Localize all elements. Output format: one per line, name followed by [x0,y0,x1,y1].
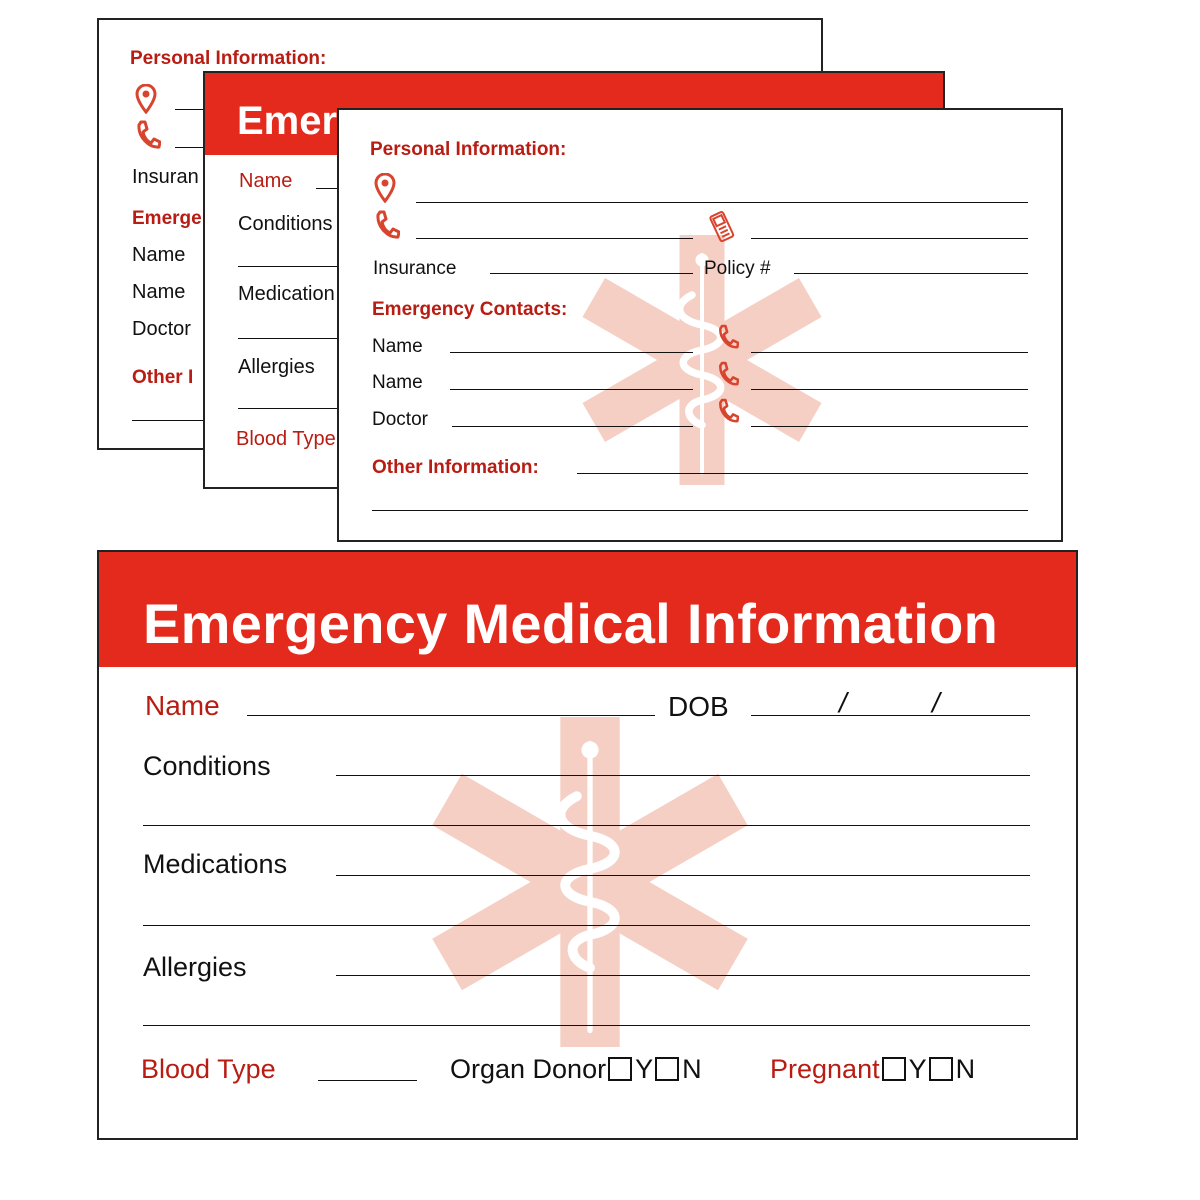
pregnant-no-checkbox[interactable] [929,1057,953,1081]
location-pin-icon [135,84,157,114]
organ-donor-no-label: N [682,1054,702,1084]
back-contact-2-label: Name [132,281,186,303]
organ-donor-yes-label: Y [635,1054,654,1084]
pregnant-label: Pregnant [770,1054,880,1084]
main-card-header [99,552,1076,667]
front-card [337,108,1063,542]
middle-conditions-label: Conditions [238,213,333,235]
main-allergies-label: Allergies [143,952,247,982]
back-emergency-heading: Emerge [132,208,202,229]
back-doctor-label: Doctor [132,318,191,340]
front-personal-heading: Personal Information: [370,139,567,160]
middle-medications-label: Medication [238,283,335,305]
phone-icon [374,210,400,240]
middle-allergies-label: Allergies [238,356,315,378]
pregnant-yes-label: Y [908,1054,927,1084]
main-dob-label: DOB [668,691,729,722]
front-insurance-label: Insurance [373,258,457,279]
phone-icon [717,396,739,426]
main-dob-separator-1: / [839,687,847,718]
front-contact-2-label: Name [372,372,423,393]
front-emergency-heading: Emergency Contacts: [372,299,568,320]
star-of-life-icon [421,717,759,1047]
location-pin-icon [374,173,396,203]
middle-name-label: Name [239,170,293,192]
main-card [97,550,1078,1140]
back-insurance-label: Insuran [132,166,199,188]
organ-donor-label: Organ Donor [450,1054,607,1084]
organ-donor-group [450,1054,702,1085]
main-medications-label: Medications [143,849,288,879]
organ-donor-no-checkbox[interactable] [655,1057,679,1081]
middle-card-title: Emer [237,99,338,143]
phone-icon [135,120,161,150]
pregnant-group [770,1054,975,1085]
back-personal-heading: Personal Information: [130,48,327,69]
main-blood-type-label: Blood Type [141,1054,276,1084]
main-card-title: Emergency Medical Information [143,592,999,655]
main-conditions-label: Conditions [143,751,271,781]
phone-icon [717,359,739,389]
pregnant-yes-checkbox[interactable] [882,1057,906,1081]
main-name-label: Name [145,690,220,721]
mobile-phone-icon [707,210,737,244]
middle-blood-type-label: Blood Type [236,428,336,450]
back-contact-1-label: Name [132,244,186,266]
back-other-heading: Other I [132,367,194,388]
front-doctor-label: Doctor [372,409,428,430]
phone-icon [717,322,739,352]
front-policy-label: Policy # [704,258,771,279]
pregnant-no-label: N [955,1054,976,1084]
organ-donor-yes-checkbox[interactable] [608,1057,632,1081]
main-dob-separator-2: / [932,687,940,718]
front-contact-1-label: Name [372,336,423,357]
front-other-heading: Other Information: [372,457,539,478]
